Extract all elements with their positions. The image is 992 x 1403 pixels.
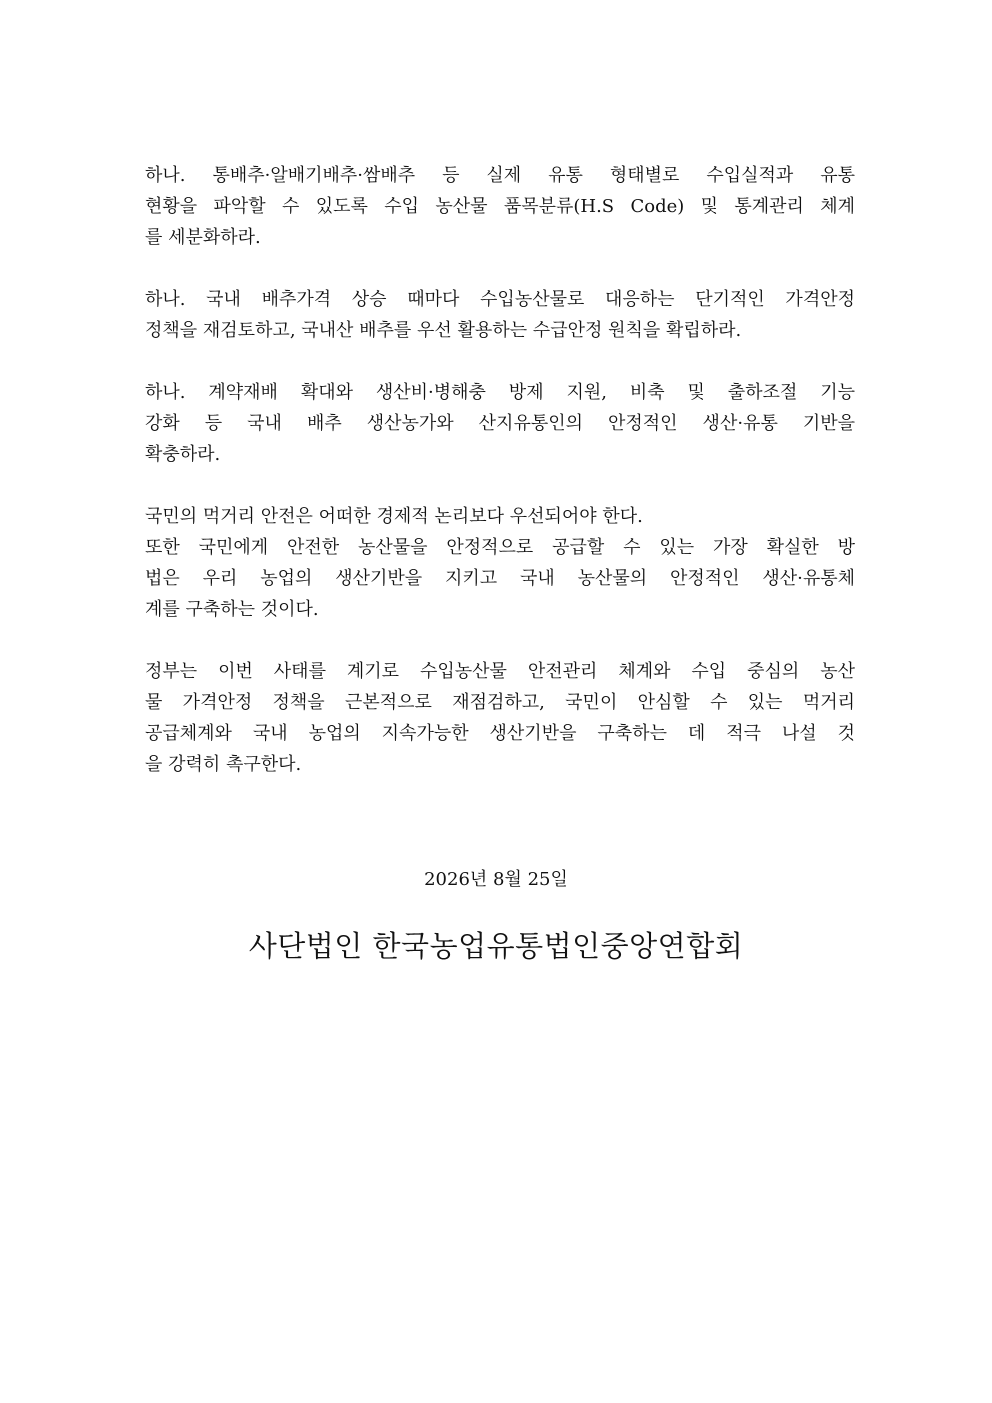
paragraph-demand-hs-code [145,160,855,253]
text-line: 법은 우리 농업의 생산기반을 지키고 국내 농산물의 안정적인 생산·유통체 [145,568,855,589]
paragraph-gap [145,253,855,284]
paragraph-government-urge [145,656,855,780]
text-line: 확충하라. [145,444,221,465]
text-line: 하나. 국내 배추가격 상승 때마다 수입농산물로 대응하는 단기적인 가격안정 [145,289,855,310]
text-line: 공급체계와 국내 농업의 지속가능한 생산기반을 구축하는 데 적극 나설 것 [145,723,855,744]
paragraph-gap [145,346,855,377]
statement-date: 2026년 8월 25일 [424,869,568,890]
text-line: 정책을 재검토하고, 국내산 배추를 우선 활용하는 수급안정 원칙을 확립하라. [145,320,742,341]
text-line: 또한 국민에게 안전한 농산물을 안정적으로 공급할 수 있는 가장 확실한 방 [145,537,855,558]
text-line: 을 강력히 촉구한다. [145,754,302,775]
text-line: 정부는 이번 사태를 계기로 수입농산물 안전관리 체계와 수입 중심의 농산 [145,661,855,682]
text-line: 물 가격안정 정책을 근본적으로 재점검하고, 국민이 안심할 수 있는 먹거리 [145,692,855,713]
text-line: 하나. 통배추·알배기배추·쌈배추 등 실제 유통 형태별로 수입실적과 유통 [145,165,855,186]
paragraph-demand-production-support [145,377,855,470]
text-line: 현황을 파악할 수 있도록 수입 농산물 품목분류(H.S Code) 및 통계관리 체계 [145,196,855,217]
text-line: 계를 구축하는 것이다. [145,599,319,620]
text-line: 국민의 먹거리 안전은 어떠한 경제적 논리보다 우선되어야 한다. [145,506,643,527]
text-line: 를 세분화하라. [145,227,261,248]
text-line: 하나. 계약재배 확대와 생산비·병해충 방제 지원, 비축 및 출하조절 기능 [145,382,855,403]
paragraph-gap [145,470,855,501]
paragraph-gap [145,625,855,656]
statement-body [145,160,855,780]
paragraph-food-safety [145,501,855,625]
organization-name: 사단법인 한국농업유통법인중앙연합회 [248,929,744,963]
text-line: 강화 등 국내 배추 생산농가와 산지유통인의 안정적인 생산·유통 기반을 [145,413,855,434]
paragraph-demand-price-policy [145,284,855,346]
